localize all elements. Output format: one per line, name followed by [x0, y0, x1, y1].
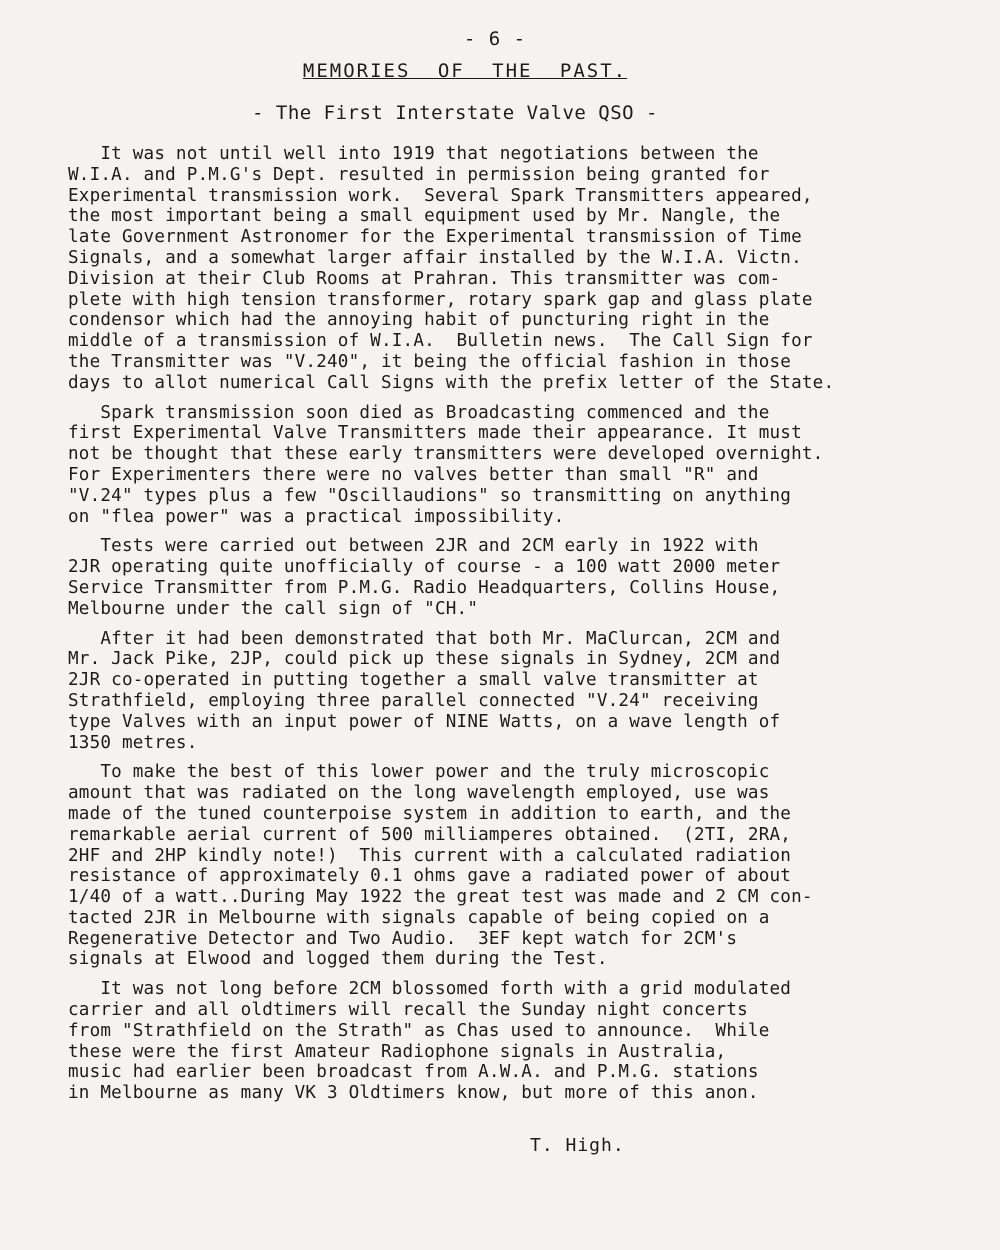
text-line: Regenerative Detector and Two Audio. 3EF kept watch for 2CM's: [68, 928, 738, 949]
article-body: [68, 144, 948, 1113]
text-line: W.I.A. and P.M.G's Dept. resulted in permission being granted for: [68, 164, 770, 185]
text-line: days to allot numerical Call Signs with the prefix letter of the State.: [68, 372, 835, 393]
text-line: the Transmitter was "V.240", it being the official fashion in those: [68, 351, 792, 372]
text-line: Service Transmitter from P.M.G. Radio Headquarters, Collins House,: [68, 577, 781, 598]
text-line: condensor which had the annoying habit of puncturing right in the: [68, 310, 770, 331]
text-line: music had earlier been broadcast from A.W.A. and P.M.G. stations: [68, 1062, 759, 1083]
body-paragraph: [68, 979, 948, 1104]
body-paragraph: [68, 536, 948, 619]
text-line: For Experimenters there were no valves better than small "R" and: [68, 464, 759, 485]
text-line: in Melbourne as many VK 3 Oldtimers know, but more of this anon.: [68, 1083, 759, 1104]
text-line: "V.24" types plus a few "Oscillaudions" so transmitting on anything: [68, 485, 792, 506]
text-line: made of the tuned counterpoise system in addition to earth, and the: [68, 803, 792, 824]
text-line: 2JR operating quite unofficially of course - a 100 watt 2000 meter: [68, 557, 781, 578]
text-line: from "Strathfield on the Strath" as Chas used to announce. While: [68, 1020, 770, 1041]
text-line: Signals, and a somewhat larger affair installed by the W.I.A. Victn.: [68, 247, 802, 268]
text-line: It was not until well into 1919 that negotiations between the: [68, 144, 759, 164]
text-line: 2JR co-operated in putting together a small valve transmitter at: [68, 670, 759, 691]
text-line: amount that was radiated on the long wavelength employed, use was: [68, 783, 770, 804]
text-line: Tests were carried out between 2JR and 2CM early in 1922 with: [68, 536, 759, 557]
article-subtitle: - The First Interstate Valve QSO -: [252, 102, 658, 124]
text-line: Strathfield, employing three parallel connected "V.24" receiving: [68, 690, 759, 711]
text-line: 2HF and 2HP kindly note!) This current with a calculated radiation: [68, 845, 792, 866]
article-title: MEMORIES OF THE PAST.: [302, 60, 628, 82]
text-line: on "flea power" was a practical impossibility.: [68, 506, 565, 527]
text-line: Experimental transmission work. Several Spark Transmitters appeared,: [68, 185, 813, 206]
text-line: Spark transmission soon died as Broadcasting commenced and the: [68, 402, 770, 423]
body-paragraph: [68, 629, 948, 754]
text-line: Division at their Club Rooms at Prahran. This transmitter was com-: [68, 268, 781, 289]
text-line: carrier and all oldtimers will recall the Sunday night concerts: [68, 1000, 748, 1021]
text-line: signals at Elwood and logged them during the Test.: [68, 949, 608, 970]
text-line: late Government Astronomer for the Experimental transmission of Time: [68, 227, 802, 248]
body-paragraph: [68, 144, 948, 394]
body-paragraph: [68, 403, 948, 528]
text-line: Melbourne under the call sign of "CH.": [68, 598, 479, 619]
text-line: 1/40 of a watt..During May 1922 the great test was made and 2 CM con-: [68, 887, 813, 908]
text-line: After it had been demonstrated that both Mr. MaClurcan, 2CM and: [68, 628, 781, 649]
author-signature: T. High.: [530, 1135, 625, 1156]
page-number: - 6 -: [463, 28, 527, 50]
text-line: the most important being a small equipment used by Mr. Nangle, the: [68, 206, 781, 227]
text-line: It was not long before 2CM blossomed forth with a grid modulated: [68, 979, 792, 1000]
text-line: first Experimental Valve Transmitters made their appearance. It must: [68, 423, 802, 444]
text-line: middle of a transmission of W.I.A. Bulletin news. The Call Sign for: [68, 331, 813, 352]
text-line: tacted 2JR in Melbourne with signals capable of being copied on a: [68, 907, 770, 928]
text-line: type Valves with an input power of NINE Watts, on a wave length of: [68, 711, 781, 732]
text-line: 1350 metres.: [68, 732, 198, 753]
text-line: remarkable aerial current of 500 milliamperes obtained. (2TI, 2RA,: [68, 824, 792, 845]
text-line: not be thought that these early transmitters were developed overnight.: [68, 444, 824, 465]
text-line: Mr. Jack Pike, 2JP, could pick up these signals in Sydney, 2CM and: [68, 649, 781, 670]
text-line: resistance of approximately 0.1 ohms gave a radiated power of about: [68, 866, 792, 887]
text-line: plete with high tension transformer, rotary spark gap and glass plate: [68, 289, 813, 310]
text-line: To make the best of this lower power and the truly microscopic: [68, 762, 770, 783]
body-paragraph: [68, 762, 948, 970]
text-line: these were the first Amateur Radiophone signals in Australia,: [68, 1041, 727, 1062]
